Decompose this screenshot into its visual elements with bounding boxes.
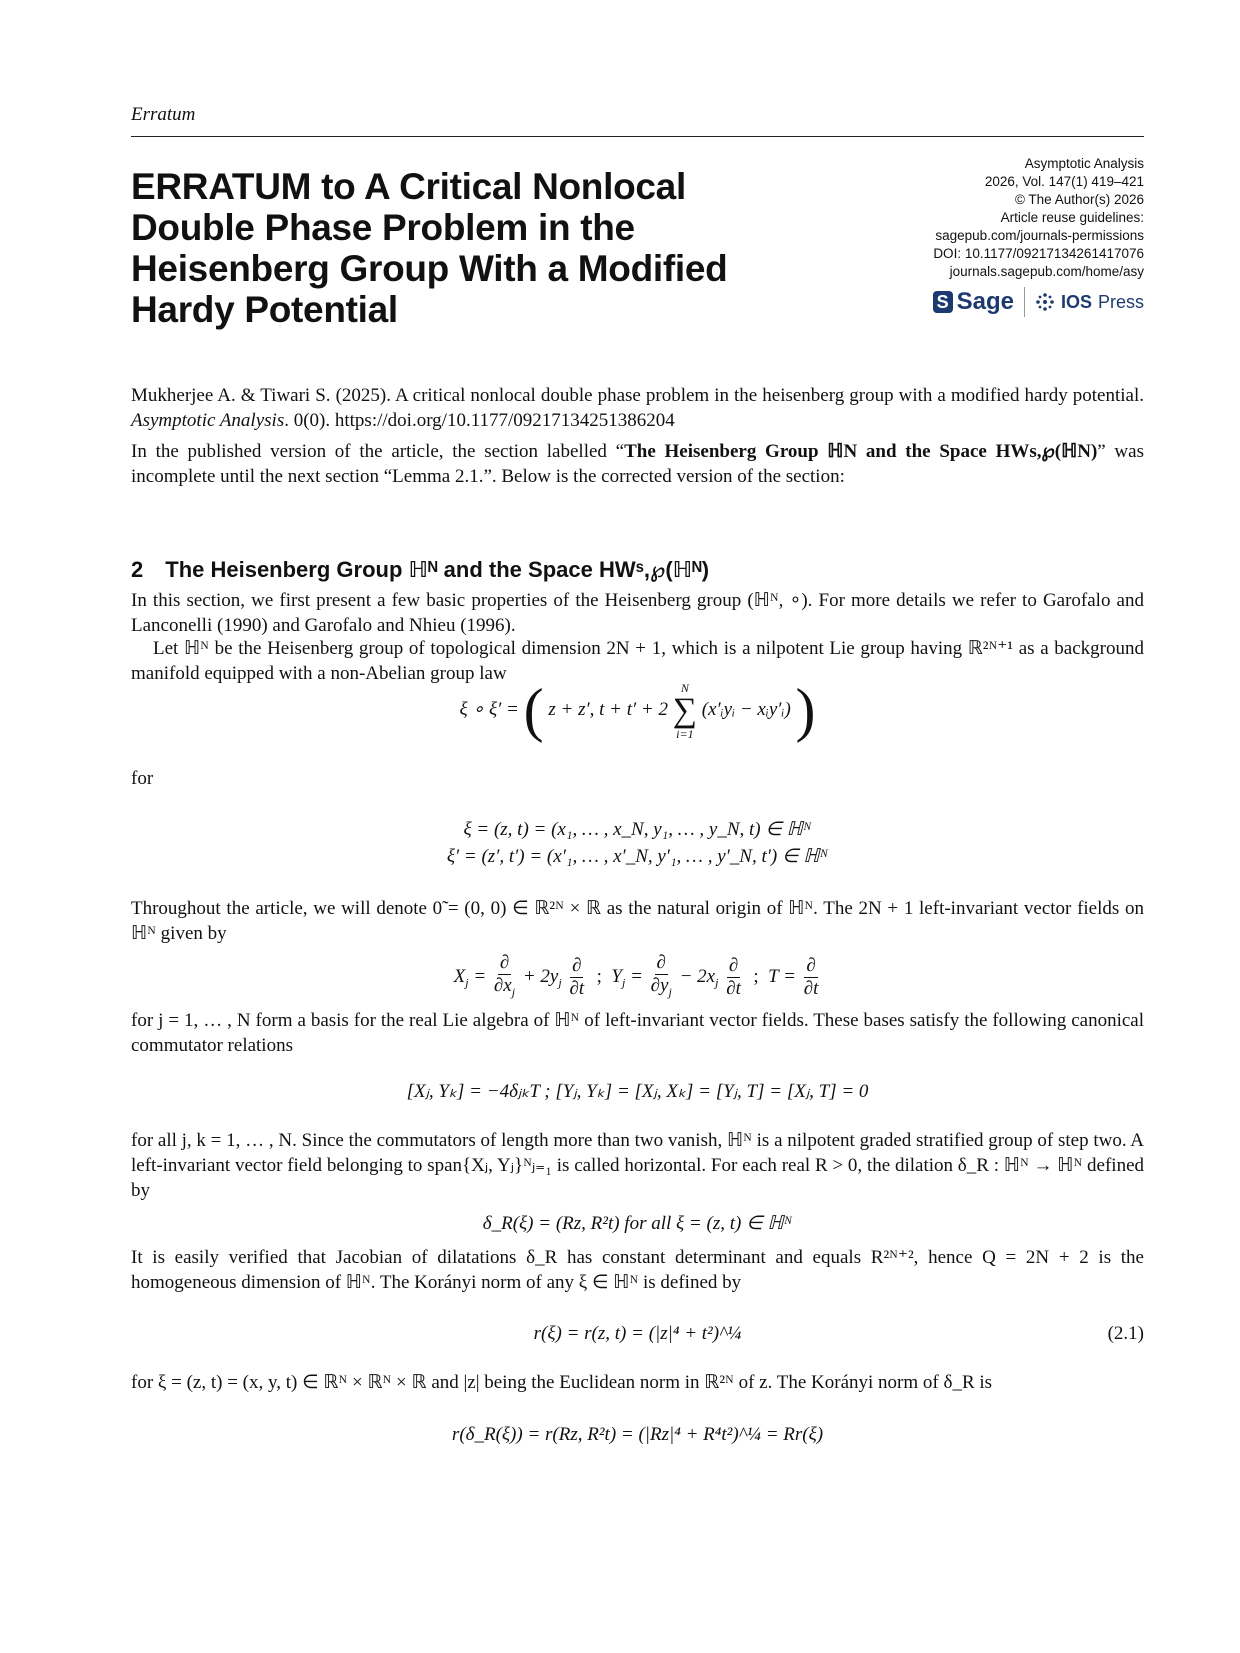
erratum-notice: In the published version of the article, the section labelled “The Heisenberg Group ℍN and the Space HWs,℘(ℍN)” was incomplete until the next section “Lemma 2.1.”. Below is the corrected version of the section: bbox=[131, 441, 1144, 487]
equation-group-law: ξ ∘ ξ′ = ( z + z′, t + t′ + 2 N ∑ i=1 (x′ᵢyᵢ − xᵢy′ᵢ) ) bbox=[459, 677, 816, 743]
publisher-logos bbox=[933, 287, 1144, 317]
ios-press-logo: IOS Press bbox=[1035, 292, 1144, 313]
notice-section-name: The Heisenberg Group ℍN and the Space HWs,℘(ℍN) bbox=[624, 441, 1098, 462]
running-head: Erratum bbox=[131, 104, 196, 125]
paragraph-intro: In this section, we first present a few basic properties of the Heisenberg group (ℍᴺ, ∘). For more details we refer to Garofalo and Lanconelli (1990) and Garofalo and Nhieu (1996). bbox=[131, 590, 1144, 636]
citation-journal: Asymptotic Analysis bbox=[131, 410, 285, 431]
equation-xi: ξ = (z, t) = (x₁, … , x_N, y₁, … , y_N, t) ∈ ℍᴺ bbox=[463, 819, 812, 840]
equation-number: (2.1) bbox=[1107, 1323, 1144, 1344]
equation-vector-fields: $X_j$ = $\frac{\partial}{\partial x_j}$ + $2y_j$ $\frac{\partial}{\partial t}$ ; $Y_j$ = $\frac{\partial}{\partial y_j}$ − $2x_j$ $\frac{\partial}{\partial t}$ ; T = $\frac{\partial}{\partial t}$ bbox=[453, 952, 819, 999]
ios-dots-icon bbox=[1035, 292, 1055, 312]
section-number: 2 bbox=[131, 557, 144, 582]
section-heading bbox=[131, 557, 709, 583]
equation-xi-prime: ξ′ = (z′, t′) = (x′₁, … , x′_N, y′₁, … , y′_N, t′) ∈ ℍᴺ bbox=[446, 846, 829, 867]
header-rule bbox=[131, 136, 1144, 137]
meta-reuse: Article reuse guidelines: bbox=[1000, 210, 1144, 225]
text-for: for bbox=[131, 768, 154, 789]
paragraph-origin: Throughout the article, we will denote 0̃ = (0, 0) ∈ ℝ²ᴺ × ℝ as the natural origin of ℍᴺ. The 2N + 1 left-invariant vector fields on ℍᴺ given by bbox=[131, 898, 1144, 944]
meta-doi[interactable]: DOI: 10.1177/09217134261417076 bbox=[933, 246, 1144, 261]
meta-home-link[interactable]: journals.sagepub.com/home/asy bbox=[949, 264, 1144, 279]
equation-koranyi: r(ξ) = r(z, t) = (|z|⁴ + t²)^¼ bbox=[533, 1323, 742, 1344]
meta-volume: 2026, Vol. 147(1) 419–421 bbox=[984, 174, 1144, 189]
paragraph-group-def: Let ℍᴺ be the Heisenberg group of topological dimension 2N + 1, which is a nilpotent Lie group having ℝ²ᴺ⁺¹ as a background manifold equipped with a non-Abelian group law bbox=[131, 638, 1144, 684]
equation-dilation: δ_R(ξ) = (Rz, R²t) for all ξ = (z, t) ∈ ℍᴺ bbox=[482, 1213, 793, 1234]
section-title: The Heisenberg Group ℍᴺ and the Space HWˢ,℘(ℍᴺ) bbox=[165, 557, 710, 582]
sage-logo: S Sage bbox=[933, 288, 1014, 316]
citation: Mukherjee A. & Tiwari S. (2025). A critical nonlocal double phase problem in the heisenberg group with a modified hardy potential. Asymptotic Analysis. 0(0). https://doi.org/10.1177/09217134251386204 bbox=[131, 385, 1144, 431]
equation-koranyi-dilation: r(δ_R(ξ)) = r(Rz, R²t) = (|Rz|⁴ + R⁴t²)^¼ = Rr(ξ) bbox=[451, 1424, 824, 1445]
meta-copyright: © The Author(s) 2026 bbox=[1014, 192, 1144, 207]
paragraph-basis: for j = 1, … , N form a basis for the real Lie algebra of ℍᴺ of left-invariant vector fields. These bases satisfy the following canonical commutator relations bbox=[131, 1010, 1144, 1056]
paragraph-jacobian: It is easily verified that Jacobian of dilatations δ_R has constant determinant and equals R²ᴺ⁺², hence Q = 2N + 2 is the homogeneous dimension of ℍᴺ. The Korányi norm of any ξ ∈ ℍᴺ is defined by bbox=[131, 1247, 1144, 1293]
meta-journal: Asymptotic Analysis bbox=[1024, 156, 1144, 171]
paragraph-euclidean: for ξ = (z, t) = (x, y, t) ∈ ℝᴺ × ℝᴺ × ℝ and |z| being the Euclidean norm in ℝ²ᴺ of z. The Korányi norm of δ_R is bbox=[131, 1372, 993, 1393]
logo-divider bbox=[1024, 287, 1025, 317]
meta-permissions-link[interactable]: sagepub.com/journals-permissions bbox=[935, 228, 1144, 243]
equation-commutators: [Xⱼ, Yₖ] = −4δⱼₖT ; [Yⱼ, Yₖ] = [Xⱼ, Xₖ] = [Yⱼ, T] = [Xⱼ, T] = 0 bbox=[406, 1081, 869, 1102]
sage-s-icon: S bbox=[933, 291, 953, 313]
paragraph-stratified: for all j, k = 1, … , N. Since the commutators of length more than two vanish, ℍᴺ is a nilpotent graded stratified group of step two. A left-invariant vector field belonging to span{Xⱼ, Yⱼ}ᴺⱼ₌₁ is called horizontal. For each real R > 0, the dilation δ_R : ℍᴺ → ℍᴺ defined by bbox=[131, 1130, 1145, 1201]
journal-meta bbox=[933, 155, 1144, 281]
article-title: ERRATUM to A Critical Nonlocal Double Phase Problem in the Heisenberg Group With a Modified Hardy Potential bbox=[131, 166, 728, 330]
